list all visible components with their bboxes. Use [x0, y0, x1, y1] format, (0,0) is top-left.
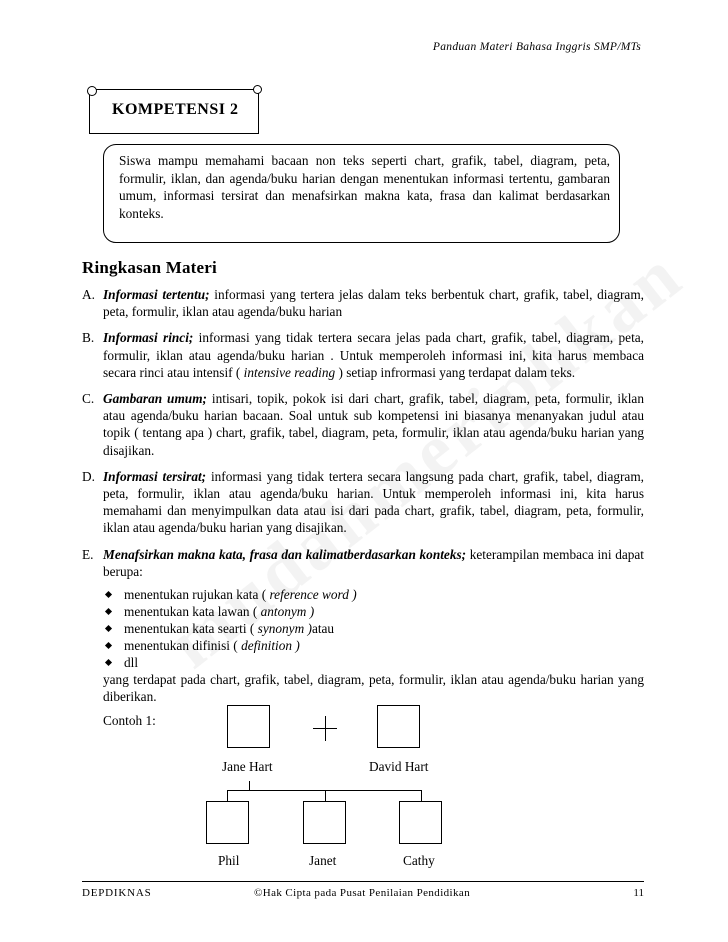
- item-letter: E.: [82, 546, 94, 562]
- footer-left: DEPDIKNAS: [82, 887, 152, 899]
- diamond-bullet-icon: [105, 642, 112, 649]
- bullet-list: [103, 586, 644, 671]
- child-box: [206, 801, 249, 844]
- diamond-bullet-icon: [105, 591, 112, 598]
- child-name: Cathy: [403, 853, 435, 868]
- scroll-roll-icon: [253, 85, 262, 94]
- connector-line: [249, 781, 250, 790]
- page-number: 11: [633, 887, 644, 899]
- parent-name: David Hart: [369, 759, 429, 774]
- item-letter: D.: [82, 468, 95, 484]
- example-label: Contoh 1:: [103, 713, 156, 729]
- scroll-roll-icon: [87, 86, 97, 96]
- footer-copyright: ©Hak Cipta pada Pusat Penilaian Pendidikan: [254, 887, 471, 899]
- item-text: keterampilan membaca ini dapat berupa:: [103, 546, 644, 579]
- bullet-item: dll: [103, 654, 644, 671]
- child-name: Phil: [218, 853, 240, 868]
- footer-divider: [82, 881, 644, 882]
- diamond-bullet-icon: [105, 608, 112, 615]
- parent-name: Jane Hart: [222, 759, 273, 774]
- item-term: Gambaran umum;: [103, 391, 207, 407]
- item-term: Menafsirkan makna kata, frasa dan kalimatberdasarkan konteks;: [103, 546, 467, 562]
- competency-label: KOMPETENSI 2: [112, 101, 239, 118]
- list-item: [82, 390, 644, 459]
- child-box: [303, 801, 346, 844]
- bullet-item: menentukan kata lawan ( antonym ): [103, 603, 644, 620]
- bullet-item: menentukan rujukan kata ( reference word ): [103, 586, 644, 603]
- summary-list: [82, 286, 644, 739]
- competency-banner: [89, 89, 259, 134]
- competency-description: Siswa mampu memahami bacaan non teks seperti chart, grafik, tabel, diagram, peta, formulir, iklan, dan agenda/buku harian dengan menentukan informasi tertentu, gambaran umum, informasi tersirat dan menafsirkan makna kata, frasa dan kalimat berdasarkan konteks.: [119, 153, 610, 221]
- item-letter: C.: [82, 391, 95, 407]
- bullet-item: menentukan kata searti ( synonym )atau: [103, 620, 644, 637]
- list-item: [82, 329, 644, 381]
- bullet-item: menentukan difinisi ( definition ): [103, 637, 644, 654]
- diamond-bullet-icon: [105, 625, 112, 632]
- list-item: [82, 546, 644, 730]
- section-title: Ringkasan Materi: [82, 258, 217, 277]
- item-term: Informasi rinci;: [103, 330, 194, 346]
- parent-box: [227, 705, 270, 748]
- item-text: yang terdapat pada chart, grafik, tabel, diagram, peta, formulir, iklan atau agenda/buku harian yang diberikan.: [103, 672, 644, 705]
- item-term: Informasi tertentu;: [103, 287, 210, 302]
- item-term: Informasi tersirat;: [103, 468, 207, 484]
- diamond-bullet-icon: [105, 659, 112, 666]
- list-item: [82, 468, 644, 537]
- item-letter: A.: [82, 287, 95, 302]
- item-text: intisari, topik, pokok isi dari chart, grafik, tabel, diagram, peta, formulir, iklan atau agenda/buku harian bacaan. Soal untuk sub kompetensi ini biasanya menanyakan judul atau topik ( tentang apa ) chart, grafik, tabel, diagram, peta, formulir, iklan atau agenda/buku harian yang disajikan.: [103, 391, 644, 458]
- child-name: Janet: [309, 853, 337, 868]
- competency-description-box: [103, 144, 620, 243]
- item-text: informasi yang tidak tertera secara jelas pada chart, grafik, tabel, diagram, peta, formulir, iklan atau agenda/buku harian . Untuk memperoleh informasi ini, kita harus membaca secara rinci atau intensif (: [103, 330, 644, 380]
- item-text: ) setiap infrormasi yang terdapat dalam teks.: [335, 364, 576, 380]
- plus-icon: [325, 716, 326, 741]
- item-text: informasi yang tertera jelas dalam teks berbentuk chart, grafik, tabel, diagram, peta, formulir, iklan atau agenda/buku harian: [103, 287, 644, 320]
- child-box: [399, 801, 442, 844]
- parent-box: [377, 705, 420, 748]
- item-italic: intensive reading: [243, 364, 336, 380]
- list-item: [82, 286, 644, 320]
- item-text: informasi yang tidak tertera secara langsung pada chart, grafik, tabel, diagram, peta, formulir, iklan atau agenda/buku harian. Untuk memperoleh informasi ini, kita harus memahami dan menyimpulkan data atau isi dari pada chart, grafik, tabel, diagram, peta, formulir, iklan atau agenda/buku harian yang disajikan.: [103, 468, 644, 536]
- item-letter: B.: [82, 330, 95, 346]
- page-header: Panduan Materi Bahasa Inggris SMP/MTs: [432, 41, 641, 53]
